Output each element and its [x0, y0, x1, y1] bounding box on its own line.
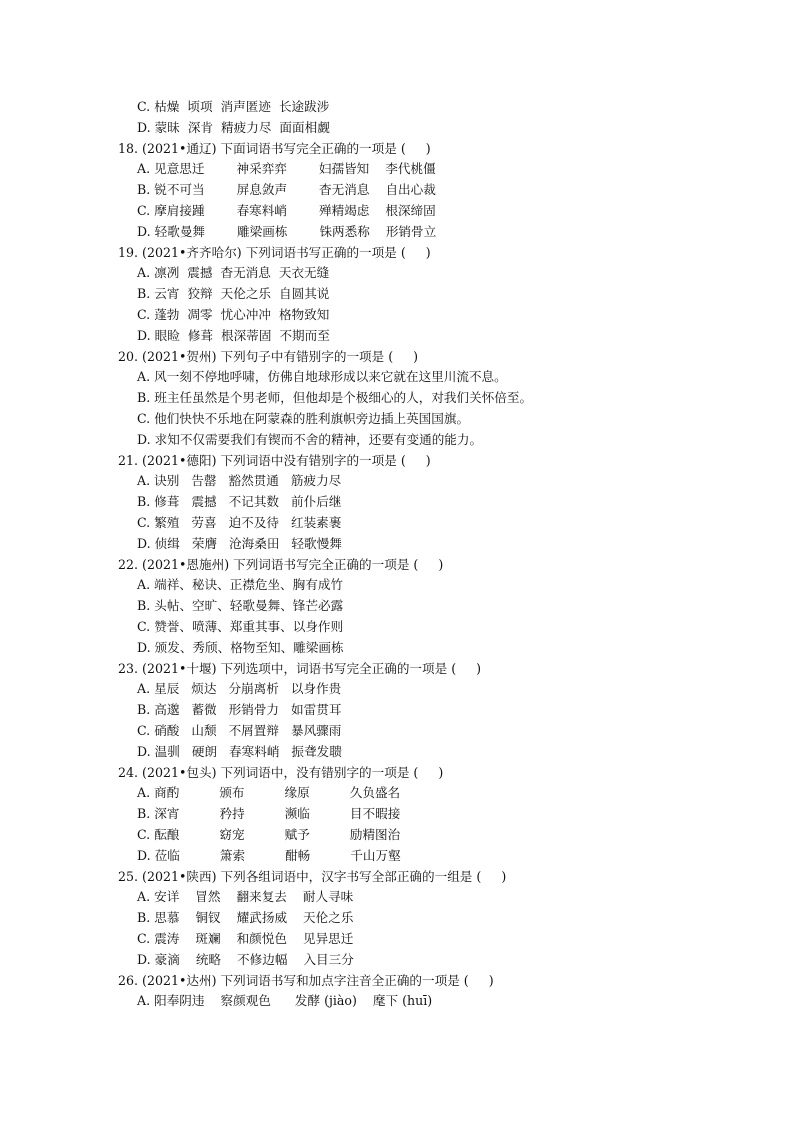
option-text: C. 酝酿 窈宠 赋予 励精图治 — [137, 827, 401, 842]
option-text: B. 高邈 蓄微 形销骨力 如雷贯耳 — [137, 702, 342, 718]
option-text: A. 见意思迁 神采弈弈 妇孺皆知 李代桃僵 — [137, 161, 436, 177]
option-text: A. 诀别 告罄 豁然贯通 筋疲力尽 — [137, 473, 342, 489]
answer-option — [137, 284, 329, 304]
option-text: C. 震涛 斑斓 和颜悦色 见异思迁 — [137, 931, 354, 946]
answer-option — [137, 326, 330, 346]
answer-option — [137, 596, 343, 616]
answer-option — [137, 492, 341, 512]
answer-option — [137, 222, 436, 242]
option-text: B. 修葺 震撼 不记其数 前仆后继 — [137, 494, 342, 510]
answer-option — [137, 180, 436, 200]
answer-option — [137, 201, 436, 221]
answer-option — [137, 991, 432, 1011]
option-text: C. 繁殖 劳喜 迫不及待 红装素裹 — [137, 515, 342, 530]
option-text: A. 风一刻不停地呼啸，仿佛自地球形成以来它就在这里川流不息。 — [137, 369, 507, 385]
answer-option — [137, 783, 400, 803]
option-text: D. 侦缉 荣膺 沧海桑田 轻歌慢舞 — [137, 535, 342, 551]
option-text: D. 豪滴 统略 不修边幅 入目三分 — [137, 951, 354, 967]
question-text: 23. (2021•十堰) 下列选项中，词语书写完全正确的一项是 ( ) — [118, 660, 482, 676]
option-text: B. 深宵 矜持 濒临 目不暇接 — [137, 806, 401, 822]
question-stem — [118, 451, 431, 471]
answer-option — [137, 305, 329, 325]
answer-option — [137, 679, 341, 699]
question-text: 25. (2021•陕西) 下列各组词语中，汉字书写全部正确的一组是 ( ) — [118, 868, 507, 884]
question-text: 26. (2021•达州) 下列词语书写和加点字注音全正确的一项是 ( ) — [118, 972, 494, 988]
answer-option — [137, 388, 532, 408]
answer-option — [137, 367, 507, 387]
option-text: A. 星辰 烦达 分崩离析 以身作贵 — [137, 681, 342, 697]
answer-option — [137, 617, 343, 637]
answer-option — [137, 263, 329, 283]
answer-option — [137, 721, 341, 741]
answer-option — [137, 118, 330, 138]
option-text: C. 摩肩接踵 春寒料峭 殚精竭虑 根深缔固 — [137, 203, 436, 218]
answer-option — [137, 804, 400, 824]
answer-option — [137, 825, 400, 845]
answer-option — [137, 846, 401, 866]
question-text: 19. (2021•齐齐哈尔) 下列词语书写正确的一项是 ( ) — [118, 244, 431, 260]
question-text: 24. (2021•包头) 下列词语中，没有错别字的一项是 ( ) — [118, 764, 444, 780]
answer-option — [137, 575, 343, 595]
question-text: 20. (2021•贺州) 下列句子中有错别字的一项是 ( ) — [118, 348, 419, 364]
answer-option — [137, 908, 353, 928]
option-text: B. 锐不可当 屏息敛声 杳无消息 自出心裁 — [137, 182, 436, 198]
option-text: A. 商酌 颁布 缘原 久负盛名 — [137, 785, 401, 801]
question-text: 21. (2021•德阳) 下列词语中没有错别字的一项是 ( ) — [118, 452, 431, 468]
answer-option — [137, 929, 353, 949]
answer-option — [137, 700, 341, 720]
option-text: C. 硝酸 山颓 不屑置辩 暴风骤雨 — [137, 723, 342, 738]
question-text: 22. (2021•恩施州) 下列词语书写完全正确的一项是 ( ) — [118, 556, 444, 572]
answer-option — [137, 534, 342, 554]
question-stem — [118, 659, 481, 679]
answer-option — [137, 887, 353, 907]
question-text: 18. (2021•通辽) 下面词语书写完全正确的一项是 ( ) — [118, 140, 431, 156]
question-stem — [118, 139, 431, 159]
answer-option — [137, 950, 354, 970]
option-text: C. 赞誉、喷薄、郑重其事、以身作则 — [137, 619, 344, 634]
answer-option — [137, 513, 341, 533]
option-text: D. 温驯 硬朗 春寒料峭 振聋发聩 — [137, 743, 342, 759]
option-text: A. 安详 冒然 翻来复去 耐人寻味 — [137, 889, 354, 905]
question-stem — [118, 763, 443, 783]
question-stem — [118, 971, 494, 991]
option-text: B. 班主任虽然是个男老师，但他却是个极细心的人，对我们关怀倍至。 — [137, 390, 533, 406]
option-text: D. 眼睑 修葺 根深蒂固 不期而至 — [137, 327, 330, 343]
option-text: C. 枯燥 顷项 消声匿迹 长途跋涉 — [137, 99, 330, 114]
answer-option — [137, 409, 469, 429]
option-text: D. 轻歌曼舞 雕梁画栋 铢两悉称 形销骨立 — [137, 223, 437, 239]
question-stem — [118, 347, 418, 367]
option-text: B. 云宵 狡辩 天伦之乐 自圆其说 — [137, 286, 330, 302]
answer-option — [137, 471, 341, 491]
option-text: D. 求知不仅需要我们有锲而不舍的精神，还要有变通的能力。 — [137, 431, 483, 447]
option-text: A. 端祥、秘诀、正襟危坐、胸有成竹 — [137, 577, 344, 593]
answer-option — [137, 97, 329, 117]
option-text: B. 思慕 铜钗 耀武扬威 天伦之乐 — [137, 910, 354, 926]
answer-option — [137, 638, 344, 658]
question-stem — [118, 555, 443, 575]
question-stem — [118, 243, 431, 263]
option-text: A. 凛冽 震撼 杳无消息 天衣无缝 — [137, 265, 330, 281]
question-stem — [118, 867, 506, 887]
option-text: D. 颁发、秀颀、格物至知、雕梁画栋 — [137, 639, 344, 655]
answer-option — [137, 430, 482, 450]
answer-option — [137, 159, 436, 179]
option-text: B. 头帖、空旷、轻歌曼舞、锋芒必露 — [137, 598, 344, 614]
answer-option — [137, 742, 342, 762]
option-text: D. 蒙昧 深肯 精疲力尽 面面相觑 — [137, 119, 330, 135]
option-text: C. 蓬勃 凋零 忧心冲冲 格物致知 — [137, 307, 330, 322]
option-text: D. 莅临 箫索 酣畅 千山万壑 — [137, 847, 401, 863]
option-text: C. 他们快快不乐地在阿蒙森的胜利旗帜旁边插上英国国旗。 — [137, 411, 470, 426]
option-text: A. 阳奉阴违 察颜观色 发酵 (jiào) 麾下 (huī) — [137, 993, 433, 1009]
